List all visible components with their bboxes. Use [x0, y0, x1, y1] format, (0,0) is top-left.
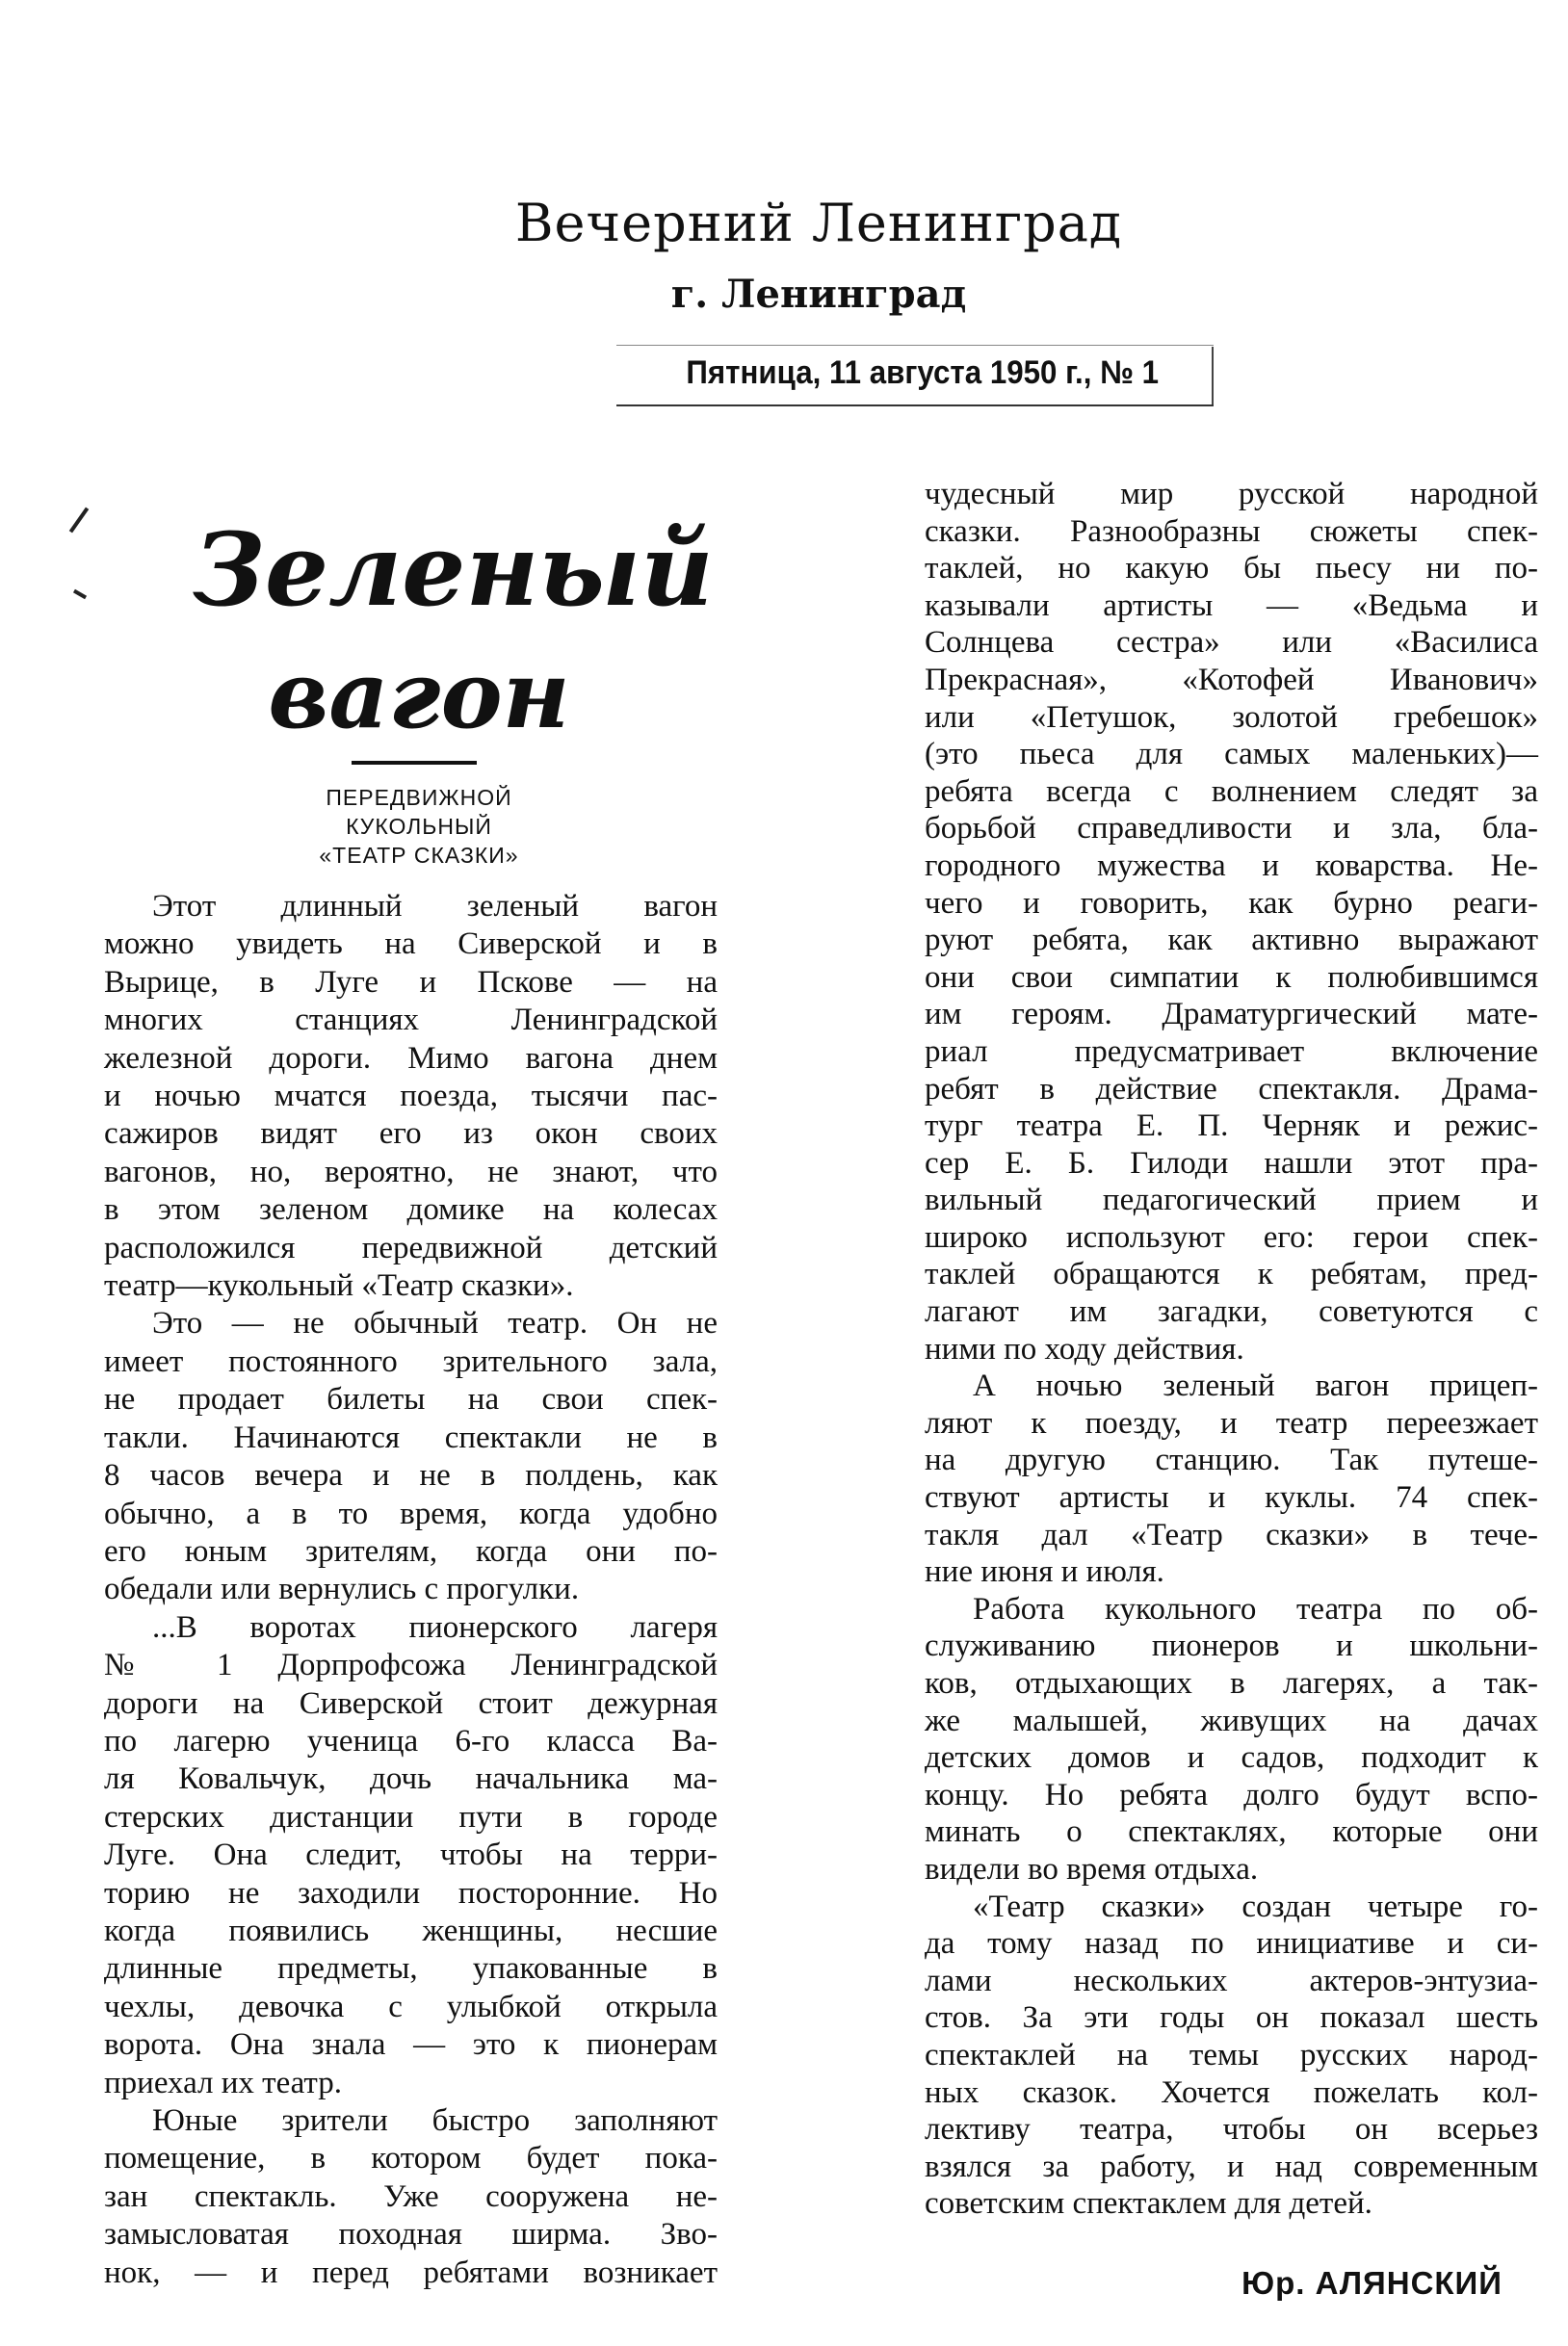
subtitle-line: ПЕРЕДВИЖНОЙ: [326, 785, 512, 810]
text-line: длинные предметы, упакованные в: [104, 1951, 718, 1987]
text-line: казывали артисты — «Ведьма и: [925, 587, 1538, 623]
text-line: можно увидеть на Сиверской и в: [104, 926, 718, 962]
text-line: когда появились женщины, несшие: [104, 1913, 718, 1948]
text-line: служиванию пионеров и школьни-: [925, 1629, 1538, 1664]
text-line: Вырице, в Луге и Пскове — на: [104, 964, 718, 1000]
text-line: его юным зрителям, когда они по-: [104, 1533, 718, 1569]
text-line: борьбой справедливости и зла, бла-: [925, 811, 1538, 847]
text-line: да тому назад по инициативе и си-: [925, 1926, 1538, 1962]
text-line: детских домов и садов, подходит к: [925, 1740, 1538, 1776]
text-line: сказки. Разнообразны сюжеты спек-: [925, 513, 1538, 549]
text-line: спектаклей на темы русских народ-: [925, 2037, 1538, 2072]
text-line: им героям. Драматургический мате-: [925, 997, 1538, 1032]
text-line: торию не заходили посторонние. Но: [104, 1875, 718, 1911]
text-line: расположился передвижной детский: [104, 1230, 718, 1265]
text-line: чехлы, девочка с улыбкой открыла: [104, 1989, 718, 2024]
text-line: Это — не обычный театр. Он не: [152, 1306, 718, 1342]
text-line: обедали или вернулись с прогулки.: [104, 1572, 580, 1607]
text-line: стерских дистанции пути в городе: [104, 1799, 718, 1835]
text-line: ных сказок. Хочется пожелать кол-: [925, 2074, 1538, 2110]
paragraph: [925, 1368, 1538, 1591]
text-line: широко используют его: герои спек-: [925, 1219, 1538, 1255]
scan-mark: [69, 508, 89, 534]
text-line: лами нескольких актеров-энтузиа-: [925, 1963, 1538, 1998]
text-line: по лагерю ученица 6-го класса Ва-: [104, 1723, 718, 1759]
text-line: и ночью мчатся поезда, тысячи пас-: [104, 1079, 718, 1114]
text-line: «Театр сказки» создан четыре го-: [973, 1889, 1538, 1924]
newspaper-city: г. Ленинград: [670, 272, 967, 317]
newspaper-title: Вечерний Ленинград: [514, 193, 1123, 253]
text-line: таклей, но какую бы пьесу ни по-: [925, 551, 1538, 586]
paragraph: [104, 2102, 718, 2292]
text-line: ребят в действие спектакля. Драма-: [925, 1071, 1538, 1107]
article-title-line2: вагон: [268, 640, 570, 749]
text-line: ков, отдыхающих в лагерях, а так-: [925, 1666, 1538, 1701]
text-line: Юные зрители быстро заполняют: [152, 2103, 718, 2138]
paragraph: [104, 1305, 718, 1608]
text-line: помещение, в котором будет пока-: [104, 2141, 718, 2177]
text-line: риал предусматривает включение: [925, 1033, 1538, 1069]
text-line: стов. За эти годы он показал шесть: [925, 2000, 1538, 2036]
subtitle-line: КУКОЛЬНЫЙ: [346, 814, 492, 839]
paragraph: [925, 1889, 1538, 2223]
text-line: замысловатая походная ширма. Зво-: [104, 2217, 718, 2253]
text-line: такли. Начинаются спектакли не в: [104, 1420, 718, 1455]
text-line: нок, — и перед ребятами возникает: [104, 2255, 718, 2290]
title-rule: [352, 761, 477, 765]
text-line: ними по ходу действия.: [925, 1331, 1244, 1367]
text-line: зан спектакль. Уже сооружена не-: [104, 2178, 718, 2214]
text-line: лагают им загадки, советуются с: [925, 1294, 1538, 1330]
text-line: ворота. Она знала — это к пионерам: [104, 2027, 718, 2063]
text-line: концу. Но ребята долго будут вспо-: [925, 1777, 1538, 1812]
text-line: вильный педагогический прием и: [925, 1183, 1538, 1218]
text-line: видели во время отдыха.: [925, 1851, 1259, 1887]
paragraph: [104, 1609, 718, 2102]
subtitle-line: «ТЕАТР СКАЗКИ»: [319, 843, 519, 868]
article-column-left: [104, 888, 718, 2292]
text-line: городного мужества и коварства. Не-: [925, 847, 1538, 883]
text-line: (это пьеса для самых маленьких)—: [925, 737, 1538, 772]
paragraph: [925, 476, 1538, 1368]
text-line: лективу театра, чтобы он всерьез: [925, 2112, 1538, 2148]
date-rule-bottom: [616, 404, 1214, 406]
text-line: в этом зеленом домике на колесах: [104, 1192, 718, 1228]
date-rule-top: [616, 345, 1214, 346]
text-line: приехал их театр.: [104, 2065, 343, 2100]
text-line: ствуют артисты и куклы. 74 спек-: [925, 1480, 1538, 1516]
text-line: сажиров видят его из окон своих: [104, 1116, 718, 1152]
text-line: взялся за работу, и над современным: [925, 2149, 1538, 2184]
text-line: театр—кукольный «Театр сказки».: [104, 1268, 574, 1304]
text-line: на другую станцию. Так путеше-: [925, 1443, 1538, 1478]
text-line: № 1 Дорпрофсожа Ленинградской: [104, 1648, 718, 1683]
text-line: Работа кукольного театра по об-: [973, 1591, 1538, 1627]
date-vertical-rule: [1212, 347, 1214, 404]
text-line: многих станциях Ленинградской: [104, 1003, 718, 1038]
author-signature: Юр. АЛЯНСКИЙ: [1241, 2265, 1503, 2301]
article-column-right: [925, 476, 1538, 2223]
text-line: советским спектаклем для детей.: [925, 2186, 1372, 2222]
text-line: обычно, а в то время, когда удобно: [104, 1496, 718, 1531]
text-line: таклей обращаются к ребятам, пред-: [925, 1257, 1538, 1292]
text-line: или «Петушок, золотой гребешок»: [925, 699, 1538, 735]
text-line: вагонов, но, вероятно, не знают, что: [104, 1154, 718, 1189]
text-line: ...В воротах пионерского лагеря: [152, 1609, 718, 1645]
text-line: Солнцева сестра» или «Василиса: [925, 625, 1538, 661]
text-line: не продает билеты на свои спек-: [104, 1382, 718, 1418]
text-line: ля Ковальчук, дочь начальника ма-: [104, 1761, 718, 1797]
paragraph: [104, 888, 718, 1305]
paragraph: [925, 1591, 1538, 1889]
text-line: ребята всегда с волнением следят за: [925, 773, 1538, 809]
scan-mark: [73, 589, 87, 599]
text-line: А ночью зеленый вагон прицеп-: [973, 1368, 1538, 1404]
text-line: минать о спектаклях, которые они: [925, 1814, 1538, 1850]
text-line: чего и говорить, как бурно реаги-: [925, 885, 1538, 921]
article-title-line1: Зеленый: [193, 510, 714, 629]
text-line: ляют к поезду, и театр переезжает: [925, 1405, 1538, 1441]
issue-dateline: Пятница, 11 августа 1950 г., № 1: [686, 354, 1160, 391]
text-line: руют ребята, как активно выражают: [925, 923, 1538, 958]
text-line: Луге. Она следит, чтобы на терри-: [104, 1838, 718, 1873]
text-line: тург театра Е. П. Черняк и режис-: [925, 1108, 1538, 1144]
text-line: сер Е. Б. Гилоди нашли этот пра-: [925, 1145, 1538, 1181]
text-line: они свои симпатии к полюбившимся: [925, 959, 1538, 995]
text-line: железной дороги. Мимо вагона днем: [104, 1040, 718, 1076]
text-line: же малышей, живущих на дачах: [925, 1703, 1538, 1738]
text-line: чудесный мир русской народной: [925, 477, 1538, 511]
text-line: имеет постоянного зрительного зала,: [104, 1343, 718, 1379]
text-line: 8 часов вечера и не в полдень, как: [104, 1458, 718, 1494]
text-line: такля дал «Театр сказки» в тече-: [925, 1517, 1538, 1552]
text-line: Этот длинный зеленый вагон: [152, 889, 718, 924]
text-line: ние июня и июля.: [925, 1554, 1164, 1590]
text-line: дороги на Сиверской стоит дежурная: [104, 1685, 718, 1721]
text-line: Прекрасная», «Котофей Иванович»: [925, 662, 1538, 697]
